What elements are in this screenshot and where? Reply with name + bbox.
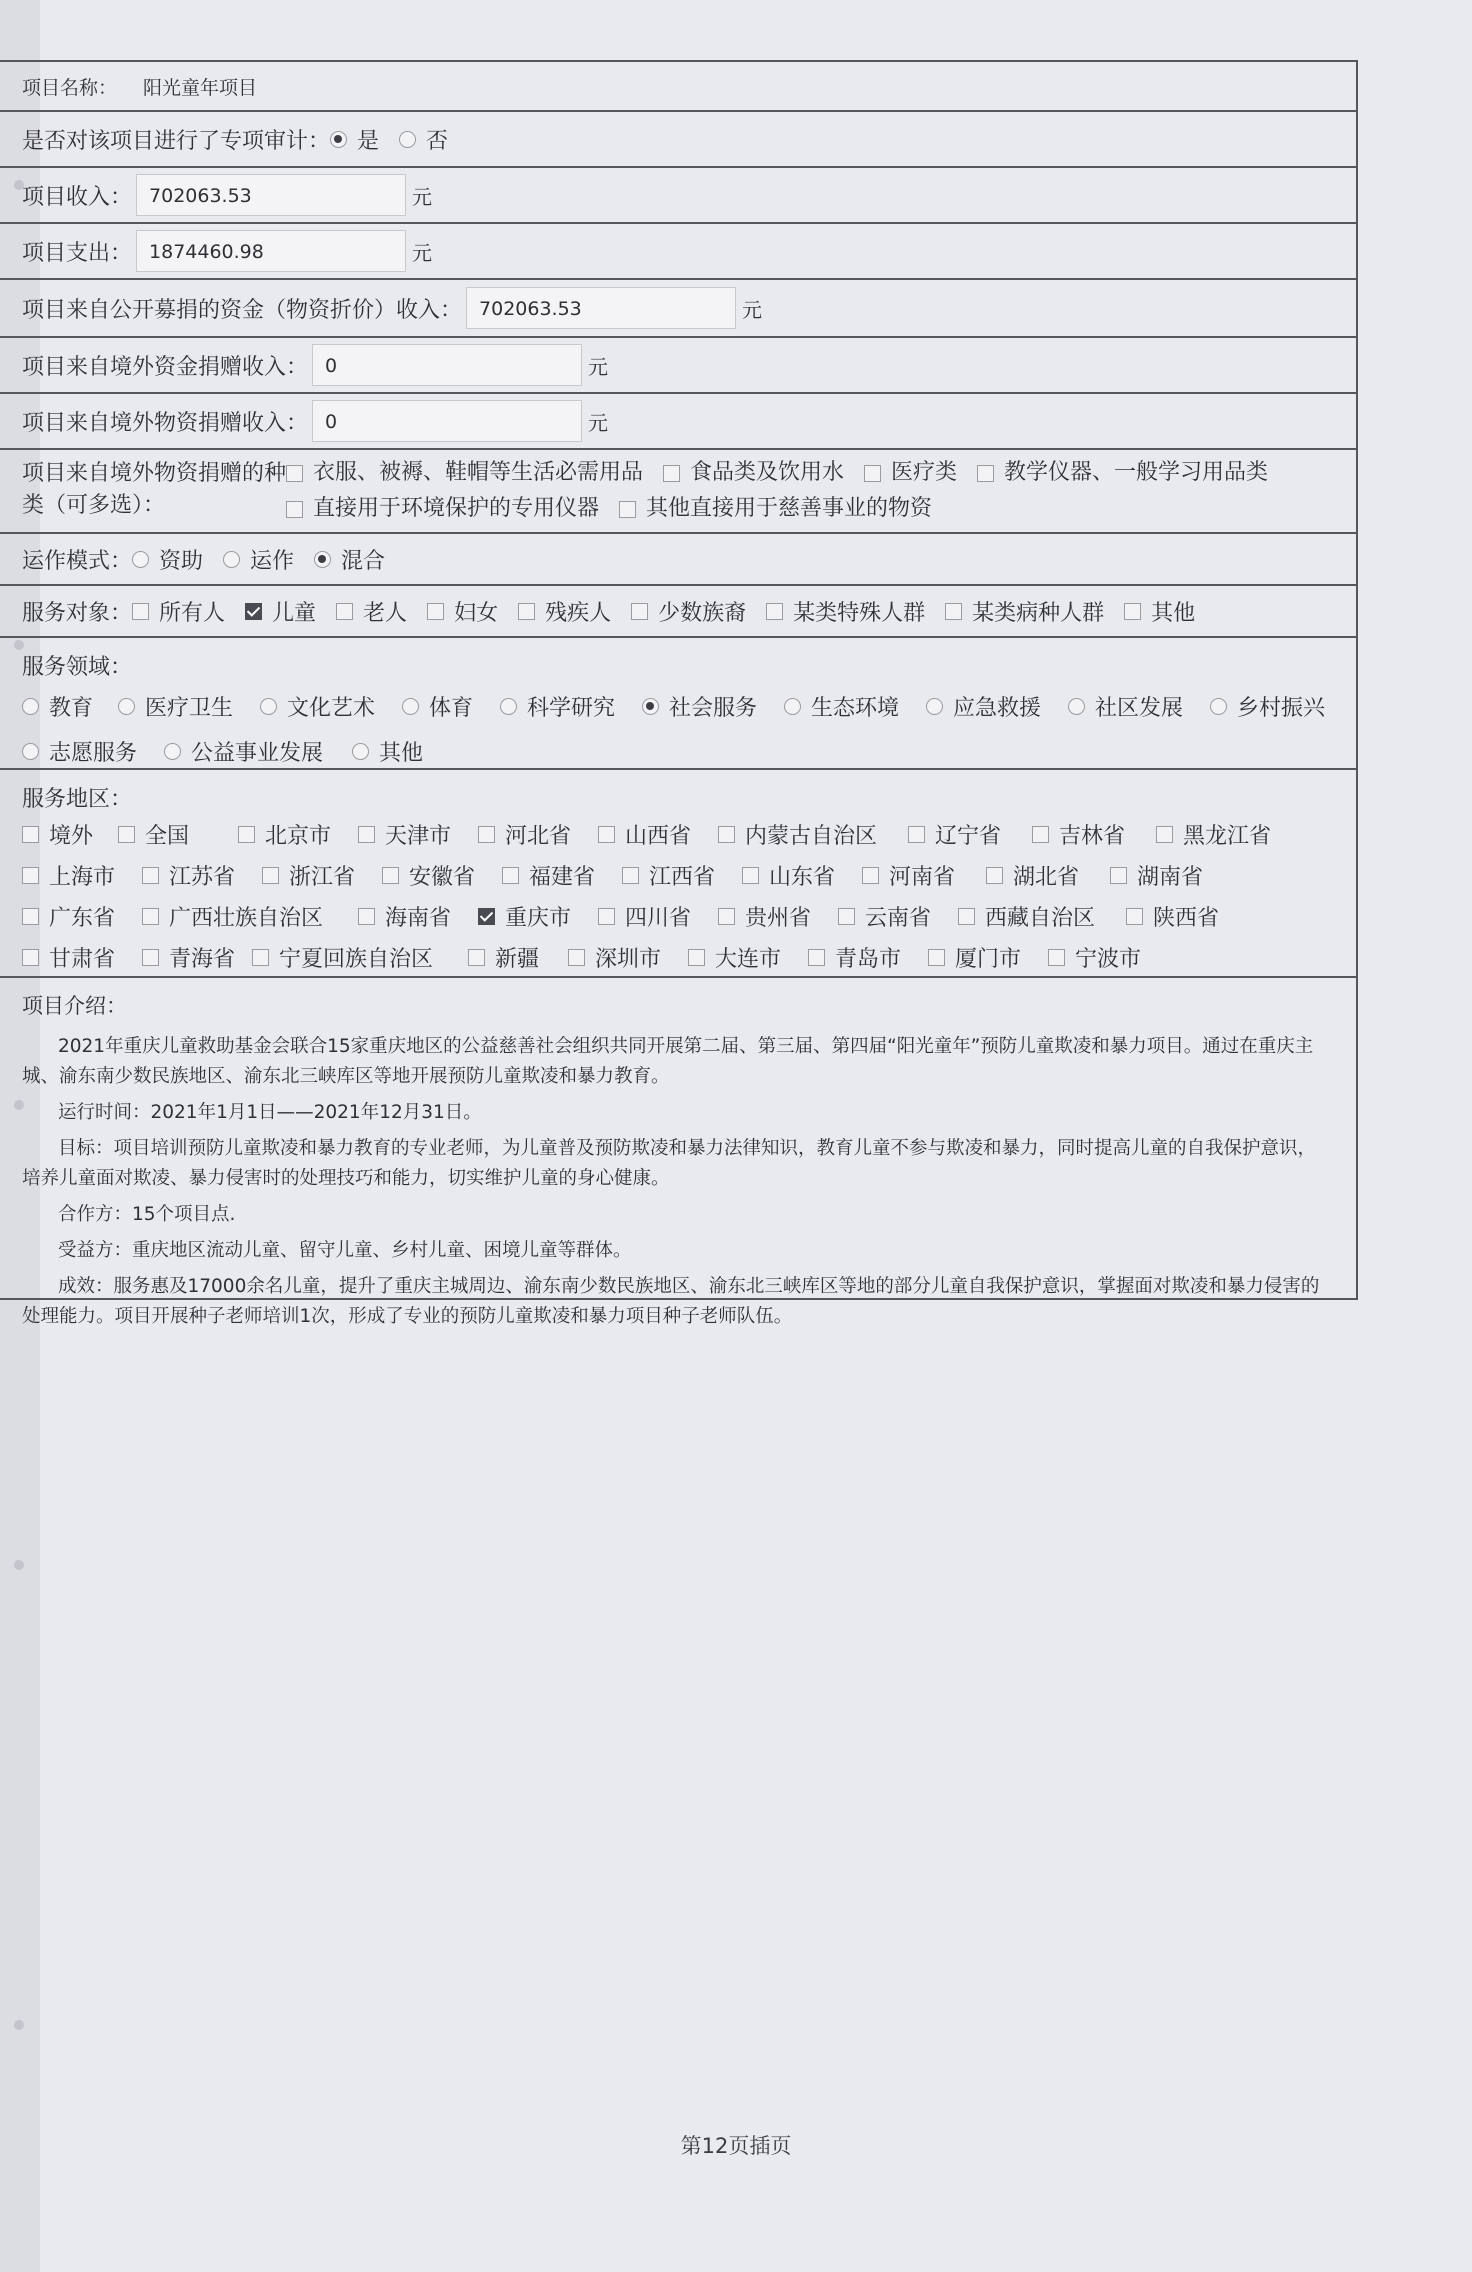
- region-option[interactable]: 北京市: [238, 819, 358, 850]
- income-label: 项目收入：: [22, 184, 133, 210]
- region-option[interactable]: 江西省: [622, 860, 742, 891]
- region-option[interactable]: 西藏自治区: [958, 901, 1126, 932]
- checkbox-icon: [766, 603, 783, 620]
- field-option[interactable]: 公益事业发展: [164, 736, 352, 767]
- checkbox-icon: [262, 867, 279, 884]
- target-option[interactable]: 所有人: [132, 596, 225, 627]
- field-option[interactable]: 志愿服务: [22, 736, 164, 767]
- region-option[interactable]: 河北省: [478, 819, 598, 850]
- region-option[interactable]: 福建省: [502, 860, 622, 891]
- region-option[interactable]: 广东省: [22, 901, 142, 932]
- foreign-fund-unit: 元: [588, 354, 609, 379]
- region-option[interactable]: 安徽省: [382, 860, 502, 891]
- checkbox-icon: [358, 826, 375, 843]
- checkbox-icon: [245, 603, 262, 620]
- region-option[interactable]: 深圳市: [568, 942, 688, 973]
- checkbox-icon: [142, 949, 159, 966]
- checkbox-icon: [619, 501, 636, 518]
- checkbox-icon: [382, 867, 399, 884]
- radio-icon: [330, 131, 347, 148]
- region-option[interactable]: 海南省: [358, 901, 478, 932]
- checkbox-icon: [22, 867, 39, 884]
- radio-icon: [402, 698, 419, 715]
- expense-unit: 元: [412, 240, 433, 265]
- checkbox-icon: [1032, 826, 1049, 843]
- checkbox-icon: [1110, 867, 1127, 884]
- checkbox-icon: [688, 949, 705, 966]
- checkbox-icon: [22, 949, 39, 966]
- radio-icon: [1068, 698, 1085, 715]
- radio-icon: [132, 551, 149, 568]
- checkbox-icon: [598, 908, 615, 925]
- checkbox-icon: [478, 826, 495, 843]
- region-option[interactable]: 新疆: [468, 942, 568, 973]
- radio-icon: [260, 698, 277, 715]
- checkbox-icon: [958, 908, 975, 925]
- goods-type-option[interactable]: 食品类及饮用水: [663, 458, 844, 488]
- goods-types-label: 项目来自境外物资捐赠的种 类（可多选）：: [22, 461, 287, 518]
- field-option[interactable]: 体育: [402, 691, 500, 722]
- checkbox-icon: [1048, 949, 1065, 966]
- intro-label: 项目介绍：: [22, 994, 127, 1018]
- mode-row: [0, 534, 1356, 586]
- checkbox-icon: [928, 949, 945, 966]
- expense-row: [0, 224, 1356, 280]
- radio-icon: [926, 698, 943, 715]
- goods-type-option[interactable]: 教学仪器、一般学习用品类: [977, 458, 1268, 488]
- targets-row: [0, 586, 1356, 638]
- foreign-fund-label: 项目来自境外资金捐赠收入：: [22, 354, 309, 380]
- checkbox-icon: [663, 465, 680, 482]
- public-income-field[interactable]: 702063.53: [466, 287, 736, 329]
- field-option[interactable]: 社会服务: [642, 691, 784, 722]
- region-option[interactable]: 全国: [118, 819, 238, 850]
- region-option[interactable]: 天津市: [358, 819, 478, 850]
- region-option[interactable]: 黑龙江省: [1156, 819, 1286, 850]
- binder-hole: [14, 2020, 24, 2030]
- goods-type-option[interactable]: 直接用于环境保护的专用仪器: [286, 494, 599, 524]
- foreign-goods-unit: 元: [588, 410, 609, 435]
- region-option[interactable]: 内蒙古自治区: [718, 819, 908, 850]
- foreign-fund-row: [0, 338, 1356, 394]
- checkbox-icon: [286, 465, 303, 482]
- project-name-value: 阳光童年项目: [143, 76, 258, 99]
- checkbox-icon: [945, 603, 962, 620]
- audit-label: 是否对该项目进行了专项审计：: [22, 128, 331, 154]
- region-option[interactable]: 宁夏回族自治区: [252, 942, 468, 973]
- project-name-row: [0, 62, 1356, 112]
- target-option[interactable]: 老人: [336, 596, 407, 627]
- checkbox-icon: [718, 908, 735, 925]
- goods-types-options: [286, 458, 1346, 524]
- checkbox-icon: [622, 867, 639, 884]
- checkbox-icon: [142, 908, 159, 925]
- checkbox-icon: [118, 826, 135, 843]
- checkbox-icon: [862, 867, 879, 884]
- region-option[interactable]: 吉林省: [1032, 819, 1156, 850]
- intro-paragraph: 成效：服务惠及17000余名儿童，提升了重庆主城周边、渝东南少数民族地区、渝东北三峡库区等地的部分儿童自我保护意识，掌握面对欺凌和暴力侵害的处理能力。项目开展种子老师培训1次，形成了专业的预防儿童欺凌和暴力项目种子老师队伍。: [22, 1276, 1320, 1327]
- region-option[interactable]: 青岛市: [808, 942, 928, 973]
- regions-options: [22, 819, 1352, 973]
- radio-icon: [22, 698, 39, 715]
- radio-icon: [118, 698, 135, 715]
- checkbox-icon: [132, 603, 149, 620]
- goods-type-option[interactable]: 其他直接用于慈善事业的物资: [619, 494, 932, 524]
- target-option[interactable]: 儿童: [245, 596, 316, 627]
- checkbox-icon: [1156, 826, 1173, 843]
- region-option[interactable]: 浙江省: [262, 860, 382, 891]
- region-option[interactable]: 甘肃省: [22, 942, 142, 973]
- checkbox-icon: [598, 826, 615, 843]
- intro-row: [0, 978, 1356, 1327]
- checkbox-icon: [838, 908, 855, 925]
- income-row: [0, 168, 1356, 224]
- checkbox-icon: [22, 826, 39, 843]
- field-option[interactable]: 其他: [352, 736, 452, 767]
- radio-icon: [22, 743, 39, 760]
- region-option[interactable]: 境外: [22, 819, 118, 850]
- mode-option[interactable]: 资助: [132, 544, 203, 575]
- region-option[interactable]: 广西壮族自治区: [142, 901, 358, 932]
- region-option[interactable]: 云南省: [838, 901, 958, 932]
- field-option[interactable]: 社区发展: [1068, 691, 1210, 722]
- checkbox-icon: [908, 826, 925, 843]
- region-option[interactable]: 河南省: [862, 860, 986, 891]
- checkbox-icon: [518, 603, 535, 620]
- region-option[interactable]: 湖北省: [986, 860, 1110, 891]
- checkbox-icon: [631, 603, 648, 620]
- region-option[interactable]: 山西省: [598, 819, 718, 850]
- target-option[interactable]: 残疾人: [518, 596, 611, 627]
- checkbox-icon: [718, 826, 735, 843]
- target-option[interactable]: 某类病种人群: [945, 596, 1104, 627]
- public-income-row: [0, 280, 1356, 338]
- foreign-goods-row: [0, 394, 1356, 450]
- region-option[interactable]: 宁波市: [1048, 942, 1168, 973]
- checkbox-icon: [864, 465, 881, 482]
- checkbox-icon: [502, 867, 519, 884]
- checkbox-icon: [478, 908, 495, 925]
- intro-paragraph: 运行时间：2021年1月1日——2021年12月31日。: [58, 1102, 482, 1123]
- checkbox-icon: [808, 949, 825, 966]
- region-option[interactable]: 贵州省: [718, 901, 838, 932]
- region-option[interactable]: 山东省: [742, 860, 862, 891]
- field-option[interactable]: 生态环境: [784, 691, 926, 722]
- public-income-unit: 元: [742, 297, 763, 322]
- region-option[interactable]: 青海省: [142, 942, 252, 973]
- radio-icon: [352, 743, 369, 760]
- checkbox-icon: [568, 949, 585, 966]
- expense-field[interactable]: 1874460.98: [136, 230, 406, 272]
- region-option[interactable]: 湖南省: [1110, 860, 1234, 891]
- field-option[interactable]: 应急救援: [926, 691, 1068, 722]
- field-option[interactable]: 文化艺术: [260, 691, 402, 722]
- radio-icon: [164, 743, 181, 760]
- targets-label: 服务对象：: [22, 600, 133, 626]
- checkbox-icon: [336, 603, 353, 620]
- field-option[interactable]: 教育: [22, 691, 118, 722]
- fields-options: [22, 691, 1342, 767]
- mode-label: 运作模式：: [22, 548, 133, 574]
- checkbox-icon: [142, 867, 159, 884]
- intro-paragraph: 2021年重庆儿童救助基金会联合15家重庆地区的公益慈善社会组织共同开展第二届、第三届、第四届“阳光童年”预防儿童欺凌和暴力项目。通过在重庆主城、渝东南少数民族地区、渝东北三峡库区等地开展预防儿童欺凌和暴力教育。: [22, 1036, 1314, 1087]
- mode-option[interactable]: 混合: [314, 544, 385, 575]
- income-unit: 元: [412, 184, 433, 209]
- target-option[interactable]: 某类特殊人群: [766, 596, 925, 627]
- field-option[interactable]: 科学研究: [500, 691, 642, 722]
- audit-option-yes[interactable]: 是: [330, 124, 379, 155]
- target-option[interactable]: 其他: [1124, 596, 1195, 627]
- public-income-label: 项目来自公开募捐的资金（物资折价）收入：: [22, 297, 463, 323]
- region-option[interactable]: 陕西省: [1126, 901, 1246, 932]
- checkbox-icon: [238, 826, 255, 843]
- checkbox-icon: [286, 501, 303, 518]
- page-footer: 第12页插页: [680, 2134, 792, 2158]
- project-form: [0, 60, 1358, 1327]
- checkbox-icon: [1126, 908, 1143, 925]
- target-option[interactable]: 妇女: [427, 596, 498, 627]
- foreign-goods-field[interactable]: 0: [312, 400, 582, 442]
- expense-label: 项目支出：: [22, 240, 133, 266]
- fields-row: [0, 638, 1356, 770]
- checkbox-icon: [427, 603, 444, 620]
- radio-icon: [784, 698, 801, 715]
- radio-icon: [1210, 698, 1227, 715]
- fields-label: 服务领域：: [22, 655, 133, 680]
- regions-row: [0, 770, 1356, 978]
- radio-icon: [399, 131, 416, 148]
- region-option[interactable]: 大连市: [688, 942, 808, 973]
- checkbox-icon: [1124, 603, 1141, 620]
- goods-type-option[interactable]: 医疗类: [864, 458, 957, 488]
- project-name-label: 项目名称：: [22, 76, 118, 99]
- checkbox-icon: [742, 867, 759, 884]
- checkbox-icon: [468, 949, 485, 966]
- foreign-fund-field[interactable]: 0: [312, 344, 582, 386]
- checkbox-icon: [358, 908, 375, 925]
- radio-icon: [500, 698, 517, 715]
- regions-label: 服务地区：: [22, 787, 133, 812]
- checkbox-icon: [22, 908, 39, 925]
- goods-type-option[interactable]: 衣服、被褥、鞋帽等生活必需用品: [286, 458, 643, 488]
- foreign-goods-label: 项目来自境外物资捐赠收入：: [22, 410, 309, 436]
- checkbox-icon: [977, 465, 994, 482]
- binder-hole: [14, 1560, 24, 1570]
- checkbox-icon: [252, 949, 269, 966]
- radio-icon: [642, 698, 659, 715]
- region-option[interactable]: 厦门市: [928, 942, 1048, 973]
- audit-option-no[interactable]: 否: [399, 124, 448, 155]
- region-option[interactable]: 江苏省: [142, 860, 262, 891]
- checkbox-icon: [986, 867, 1003, 884]
- field-option[interactable]: 医疗卫生: [118, 691, 260, 722]
- target-option[interactable]: 少数族裔: [631, 596, 746, 627]
- mode-option[interactable]: 运作: [223, 544, 294, 575]
- region-option[interactable]: 重庆市: [478, 901, 598, 932]
- radio-icon: [223, 551, 240, 568]
- region-option[interactable]: 上海市: [22, 860, 142, 891]
- audit-row: [0, 112, 1356, 168]
- radio-icon: [314, 551, 331, 568]
- intro-paragraph: 受益方：重庆地区流动儿童、留守儿童、乡村儿童、困境儿童等群体。: [58, 1240, 632, 1261]
- region-option[interactable]: 辽宁省: [908, 819, 1032, 850]
- intro-paragraph: 合作方：15个项目点.: [58, 1204, 236, 1225]
- intro-paragraph: 目标：项目培训预防儿童欺凌和暴力教育的专业老师，为儿童普及预防欺凌和暴力法律知识，教育儿童不参与欺凌和暴力，同时提高儿童的自我保护意识，培养儿童面对欺凌、暴力侵害时的处理技巧和能力，切实维护儿童的身心健康。: [22, 1138, 1317, 1189]
- field-option[interactable]: 乡村振兴: [1210, 691, 1330, 722]
- region-option[interactable]: 四川省: [598, 901, 718, 932]
- income-field[interactable]: 702063.53: [136, 174, 406, 216]
- goods-types-row: [0, 450, 1356, 534]
